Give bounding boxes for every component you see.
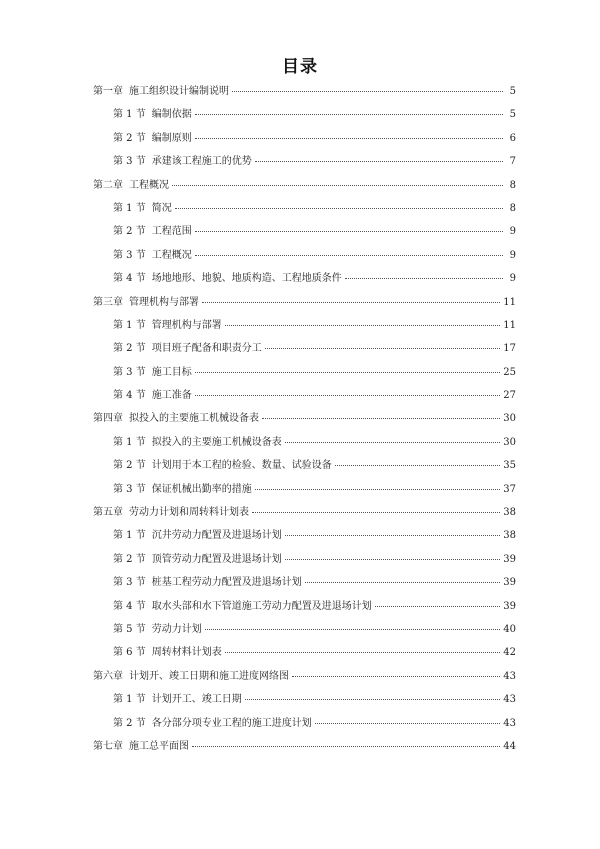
toc-entry-number: 第 3 节 <box>113 249 146 261</box>
toc-chapter-entry[interactable] <box>0 291 600 314</box>
toc-entry-number: 第七章 <box>93 740 123 752</box>
toc-entry-number: 第 3 节 <box>113 156 146 168</box>
toc-entry-title: 管理机构与部署 <box>151 319 222 331</box>
toc-section-entry[interactable] <box>0 454 600 477</box>
toc-section-entry[interactable] <box>0 244 600 267</box>
toc-entry-number: 第四章 <box>93 413 123 425</box>
toc-entry-number: 第 1 节 <box>113 694 146 706</box>
toc-page-number: 43 <box>503 694 516 706</box>
toc-dot-leader <box>285 549 501 560</box>
toc-page-number: 9 <box>509 226 516 238</box>
toc-section-entry[interactable] <box>0 197 600 220</box>
toc-section-entry[interactable] <box>0 548 600 571</box>
toc-entry-number: 第 2 节 <box>113 343 146 355</box>
toc-section-entry[interactable] <box>0 431 600 454</box>
toc-dot-leader <box>195 128 503 139</box>
toc-section-entry[interactable] <box>0 688 600 711</box>
toc-page-number: 5 <box>509 86 516 97</box>
toc-dot-leader <box>335 455 501 466</box>
toc-entry-number: 第 1 节 <box>113 436 146 448</box>
toc-page-number: 5 <box>509 109 516 121</box>
toc-entry-title: 各分部分项专业工程的施工进度计划 <box>151 717 312 729</box>
toc-dot-leader <box>225 315 501 326</box>
toc-section-entry[interactable] <box>0 571 600 594</box>
toc-section-entry[interactable] <box>0 127 600 150</box>
toc-section-entry[interactable] <box>0 150 600 173</box>
toc-entry-title: 沉井劳动力配置及进退场计划 <box>151 530 282 542</box>
toc-dot-leader <box>285 525 501 536</box>
toc-page-number: 43 <box>503 670 516 682</box>
toc-entry-title: 简况 <box>151 202 172 214</box>
toc-page-number: 35 <box>503 460 516 472</box>
toc-section-entry[interactable] <box>0 220 600 243</box>
toc-dot-leader <box>292 666 500 677</box>
toc-entry-number: 第 1 节 <box>113 202 146 214</box>
toc-page-number: 39 <box>503 553 516 565</box>
toc-chapter-entry[interactable] <box>0 501 600 524</box>
toc-section-entry[interactable] <box>0 478 600 501</box>
toc-dot-leader <box>195 221 503 232</box>
toc-entry-number: 第 1 节 <box>113 109 146 121</box>
toc-dot-leader <box>225 642 501 653</box>
toc-entry-title: 拟投入的主要施工机械设备表 <box>151 436 282 448</box>
toc-section-entry[interactable] <box>0 641 600 664</box>
toc-page-number: 42 <box>503 647 516 659</box>
toc-page-number: 40 <box>503 623 516 635</box>
toc-page-number: 25 <box>503 366 516 378</box>
toc-dot-leader <box>255 151 503 162</box>
toc-entry-title: 编制原则 <box>151 132 192 144</box>
toc-chapter-entry[interactable] <box>0 735 600 758</box>
toc-page-number: 9 <box>509 273 516 285</box>
toc-entry-title: 工程概况 <box>129 179 169 191</box>
toc-entry-title: 工程范围 <box>151 226 192 238</box>
toc-dot-leader <box>192 736 500 747</box>
toc-entry-title: 计划开、竣工日期和施工进度网络图 <box>129 670 289 682</box>
toc-section-entry[interactable] <box>0 337 600 360</box>
toc-dot-leader <box>262 408 500 419</box>
toc-entry-number: 第 2 节 <box>113 226 146 238</box>
toc-entry-number: 第 2 节 <box>113 460 146 472</box>
toc-section-entry[interactable] <box>0 384 600 407</box>
toc-page-number: 8 <box>509 179 516 191</box>
toc-chapter-entry[interactable] <box>0 407 600 430</box>
toc-section-entry[interactable] <box>0 618 600 641</box>
toc-section-entry[interactable] <box>0 314 600 337</box>
toc-dot-leader <box>252 502 500 513</box>
toc-entry-title: 场地地形、地貌、地质构造、工程地质条件 <box>151 273 342 285</box>
toc-page-number: 30 <box>503 413 516 425</box>
toc-entry-number: 第 4 节 <box>113 273 146 285</box>
toc-page-number: 17 <box>503 343 516 355</box>
toc-entry-number: 第 6 节 <box>113 647 146 659</box>
toc-entry-number: 第 2 节 <box>113 132 146 144</box>
toc-entry-title: 顶管劳动力配置及进退场计划 <box>151 553 282 565</box>
toc-entry-title: 施工组织设计编制说明 <box>129 86 229 97</box>
toc-entry-number: 第 3 节 <box>113 366 146 378</box>
toc-dot-leader <box>305 572 501 583</box>
toc-entry-title: 项目班子配备和职责分工 <box>151 343 262 355</box>
toc-entry-title: 取水头部和水下管道施工劳动力配置及进退场计划 <box>151 600 372 612</box>
toc-dot-leader <box>265 338 501 349</box>
toc-entry-number: 第 1 节 <box>113 530 146 542</box>
toc-entry-number: 第六章 <box>93 670 123 682</box>
toc-entry-title: 劳动力计划 <box>151 623 202 635</box>
toc-entry-title: 施工目标 <box>151 366 192 378</box>
toc-entry-title: 保证机械出勤率的措施 <box>151 483 252 495</box>
toc-entry-title: 管理机构与部署 <box>129 296 199 308</box>
toc-page-number: 37 <box>503 483 516 495</box>
toc-section-entry[interactable] <box>0 361 600 384</box>
toc-page-number: 30 <box>503 436 516 448</box>
toc-dot-leader <box>172 175 503 186</box>
toc-page-number: 39 <box>503 577 516 589</box>
toc-entry-number: 第 3 节 <box>113 483 146 495</box>
toc-dot-leader <box>255 479 501 490</box>
toc-dot-leader <box>202 292 500 303</box>
toc-page-number: 11 <box>503 319 516 331</box>
toc-dot-leader <box>245 689 501 700</box>
toc-chapter-entry[interactable] <box>0 665 600 688</box>
toc-entry-number: 第 4 节 <box>113 390 146 402</box>
toc-entry-number: 第一章 <box>93 86 123 97</box>
toc-page-number: 39 <box>503 600 516 612</box>
toc-section-entry[interactable] <box>0 595 600 618</box>
toc-chapter-entry[interactable] <box>0 80 600 103</box>
toc-dot-leader <box>195 245 503 256</box>
toc-entry-number: 第 2 节 <box>113 717 146 729</box>
toc-section-entry[interactable] <box>0 267 600 290</box>
toc-entry-title: 编制依据 <box>151 109 192 121</box>
toc-entry-title: 劳动力计划和周转料计划表 <box>129 507 249 519</box>
toc-dot-leader <box>205 619 501 630</box>
toc-dot-leader <box>285 432 501 443</box>
toc-section-entry[interactable] <box>0 524 600 547</box>
toc-section-entry[interactable] <box>0 103 600 126</box>
toc-page-number: 8 <box>509 202 516 214</box>
toc-page-number: 11 <box>503 296 516 308</box>
toc-page-number: 38 <box>503 507 516 519</box>
toc-entry-number: 第 3 节 <box>113 577 146 589</box>
toc-dot-leader <box>195 104 503 115</box>
toc-dot-leader <box>195 362 501 373</box>
toc-entry-number: 第 4 节 <box>113 600 146 612</box>
toc-entry-number: 第 1 节 <box>113 319 146 331</box>
toc-entry-number: 第 5 节 <box>113 623 146 635</box>
toc-dot-leader <box>175 198 503 209</box>
toc-page-number: 27 <box>503 390 516 402</box>
toc-dot-leader <box>345 268 503 279</box>
toc-page-number: 43 <box>503 717 516 729</box>
toc-entry-number: 第五章 <box>93 507 123 519</box>
toc-entry-title: 周转材料计划表 <box>151 647 222 659</box>
toc-page-number: 9 <box>509 249 516 261</box>
toc-entry-number: 第二章 <box>93 179 123 191</box>
toc-entry-title: 计划用于本工程的检验、数量、试验设备 <box>151 460 332 472</box>
toc-page-number: 6 <box>509 132 516 144</box>
table-of-contents <box>0 80 600 758</box>
toc-page-number: 44 <box>503 740 516 752</box>
toc-entry-title: 施工总平面图 <box>129 740 189 752</box>
toc-page-number: 7 <box>509 156 516 168</box>
toc-dot-leader <box>315 713 501 724</box>
toc-entry-title: 承建该工程施工的优势 <box>151 156 252 168</box>
toc-entry-title: 工程概况 <box>151 249 192 261</box>
toc-entry-number: 第 2 节 <box>113 553 146 565</box>
toc-dot-leader <box>195 385 501 396</box>
toc-entry-title: 计划开工、竣工日期 <box>151 694 242 706</box>
toc-entry-title: 拟投入的主要施工机械设备表 <box>129 413 259 425</box>
toc-title: 目录 <box>282 57 318 77</box>
toc-entry-number: 第三章 <box>93 296 123 308</box>
toc-entry-title: 施工准备 <box>151 390 192 402</box>
toc-dot-leader <box>375 596 501 607</box>
toc-section-entry[interactable] <box>0 712 600 735</box>
toc-chapter-entry[interactable] <box>0 174 600 197</box>
toc-entry-title: 桩基工程劳动力配置及进退场计划 <box>151 577 302 589</box>
toc-dot-leader <box>232 81 503 92</box>
toc-page-number: 38 <box>503 530 516 542</box>
